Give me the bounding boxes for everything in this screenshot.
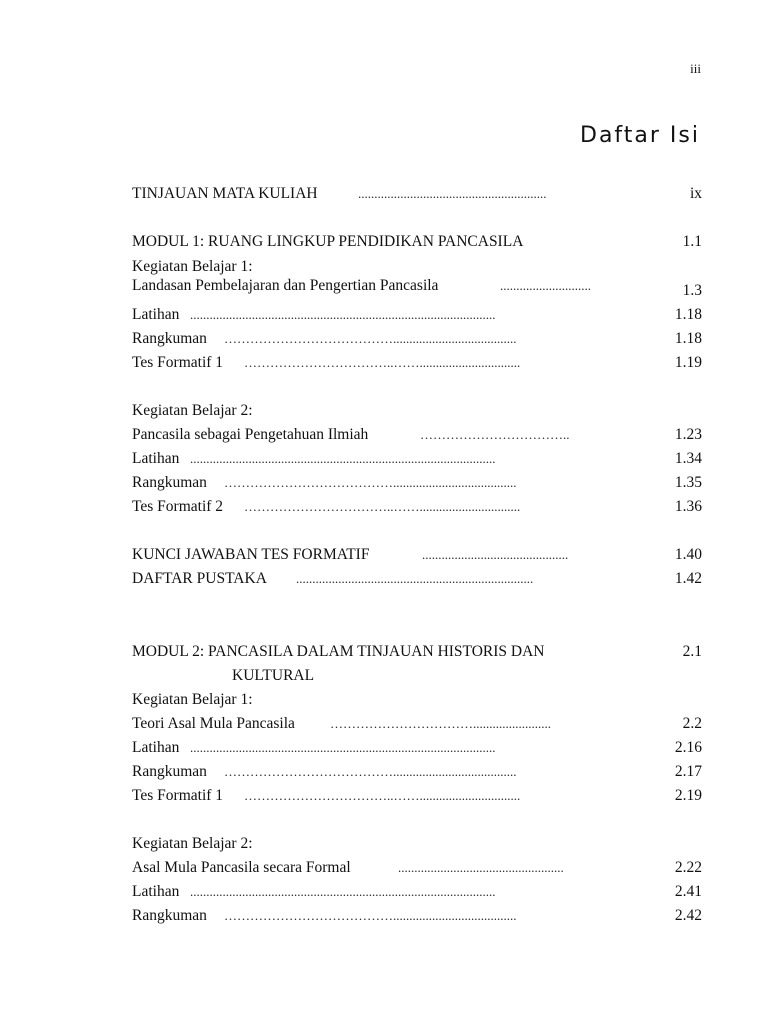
- toc-page-number: 2.16: [674, 739, 702, 756]
- toc-entry-label: KUNCI JAWABAN TES FORMATIF: [132, 546, 370, 563]
- kegiatan-belajar-heading: Kegiatan Belajar 2:: [132, 835, 253, 852]
- toc-entry-tes-formatif[interactable]: [132, 352, 704, 374]
- toc-page-number: 1.35: [674, 474, 702, 491]
- toc-entry-label: Tes Formatif 1: [132, 787, 224, 804]
- kegiatan-belajar-heading: Kegiatan Belajar 1:: [132, 691, 253, 708]
- toc-leader-dots: ..............................................................................................: [190, 740, 496, 755]
- toc-page-number: 2.42: [674, 907, 702, 924]
- toc-entry-label: Teori Asal Mula Pancasila: [132, 715, 295, 732]
- toc-entry-label: MODUL 1: RUANG LINGKUP PENDIDIKAN PANCASILA: [132, 233, 524, 250]
- toc-page-number: 1.1: [682, 233, 702, 250]
- toc-leader-dots: ..............................................................................................: [190, 884, 496, 899]
- kegiatan-belajar-heading: Kegiatan Belajar 2:: [132, 402, 253, 419]
- toc-entry-label: Rangkuman: [132, 763, 207, 780]
- page-number: iii: [690, 61, 701, 76]
- toc-entry-modul-1[interactable]: [132, 231, 704, 253]
- toc-page-number: 1.18: [674, 306, 702, 323]
- toc-leader-dots: …………………………………......................................: [224, 908, 517, 923]
- toc-page-number: 2.1: [682, 643, 702, 660]
- toc-page-number: ix: [689, 185, 702, 202]
- toc-entry-daftar-pustaka[interactable]: [132, 568, 704, 590]
- toc-page-number: 1.23: [674, 426, 702, 443]
- toc-entry-latihan[interactable]: [132, 304, 704, 326]
- toc-page-number: 2.41: [674, 883, 702, 900]
- toc-page-number: 2.22: [674, 859, 702, 876]
- toc-entry-modul-2[interactable]: [132, 641, 704, 663]
- toc-page-number: 1.19: [674, 354, 702, 371]
- toc-leader-dots: ……………………………........................: [330, 716, 551, 731]
- toc-page-number: 1.18: [674, 330, 702, 347]
- toc-entry-label: Asal Mula Pancasila secara Formal: [132, 859, 351, 876]
- toc-entry-label: Landasan Pembelajaran dan Pengertian Pancasila: [132, 277, 439, 294]
- toc-entry-pancasila-ilmiah[interactable]: [132, 424, 704, 446]
- toc-entry-landasan-page: [132, 280, 704, 302]
- toc-leader-dots: …………………………………......................................: [224, 764, 517, 779]
- toc-entry-latihan[interactable]: [132, 737, 704, 759]
- toc-entry-label: Pancasila sebagai Pengetahuan Ilmiah: [132, 426, 369, 443]
- toc-leader-dots: …………………………………......................................: [224, 331, 517, 346]
- toc-page-number: 2.2: [682, 715, 702, 732]
- toc-page-number: 1.3: [682, 282, 702, 299]
- toc-entry-label: MODUL 2: PANCASILA DALAM TINJAUAN HISTORIS DAN: [132, 643, 545, 660]
- toc-page-number: 1.40: [674, 546, 702, 563]
- toc-entry-rangkuman[interactable]: [132, 905, 704, 927]
- toc-leader-dots: .........................................................................: [296, 571, 534, 586]
- toc-entry-tes-formatif[interactable]: [132, 496, 704, 518]
- toc-entry-teori-asal-mula[interactable]: [132, 713, 704, 735]
- toc-page-number: 2.19: [674, 787, 702, 804]
- toc-entry-asal-mula-formal[interactable]: [132, 857, 704, 879]
- toc-leader-dots: ...................................................: [398, 860, 564, 875]
- toc-leader-dots: ……………………………..……...............................: [244, 499, 521, 514]
- toc-entry-latihan[interactable]: [132, 881, 704, 903]
- toc-page-number: 1.42: [674, 570, 702, 587]
- toc-leader-dots: ……………………………..……...............................: [244, 355, 521, 370]
- toc-entry-rangkuman[interactable]: [132, 472, 704, 494]
- toc-leader-dots: .............................................: [422, 547, 569, 562]
- kegiatan-belajar-heading: Kegiatan Belajar 1:: [132, 258, 253, 275]
- toc-entry-rangkuman[interactable]: [132, 328, 704, 350]
- toc-entry-label: Latihan: [132, 883, 180, 900]
- toc-entry-label: Latihan: [132, 306, 180, 323]
- toc-leader-dots: ............................: [500, 278, 591, 293]
- toc-entry-label: DAFTAR PUSTAKA: [132, 570, 267, 587]
- toc-entry-label: Rangkuman: [132, 474, 207, 491]
- toc-entry-rangkuman[interactable]: [132, 761, 704, 783]
- toc-leader-dots: …………………………………......................................: [224, 475, 517, 490]
- toc-entry-kunci-jawaban[interactable]: [132, 544, 704, 566]
- toc-entry-tes-formatif[interactable]: [132, 785, 704, 807]
- toc-leader-dots: ..............................................................................................: [190, 451, 496, 466]
- toc-entry-label: Tes Formatif 2: [132, 498, 224, 515]
- toc-entry-latihan[interactable]: [132, 448, 704, 470]
- toc-leader-dots: ……………………………..……...............................: [244, 788, 521, 803]
- toc-entry-tinjauan[interactable]: [132, 183, 704, 205]
- toc-page-number: 1.34: [674, 450, 702, 467]
- toc-entry-label: Rangkuman: [132, 330, 207, 347]
- toc-entry-label: Rangkuman: [132, 907, 207, 924]
- toc-leader-dots: ..........................................................: [358, 186, 547, 201]
- page-title: Daftar Isi: [580, 123, 700, 148]
- toc-page-number: 2.17: [674, 763, 702, 780]
- toc-entry-label: Latihan: [132, 739, 180, 756]
- toc-entry-label: Latihan: [132, 450, 180, 467]
- toc-entry-label: Tes Formatif 1: [132, 354, 224, 371]
- toc-leader-dots: ……………………………..: [420, 427, 570, 442]
- toc-entry-label: TINJAUAN MATA KULIAH: [132, 185, 318, 202]
- toc-leader-dots: ..............................................................................................: [190, 307, 496, 322]
- toc-page-number: 1.36: [674, 498, 702, 515]
- toc-entry-label-continued: KULTURAL: [232, 667, 315, 684]
